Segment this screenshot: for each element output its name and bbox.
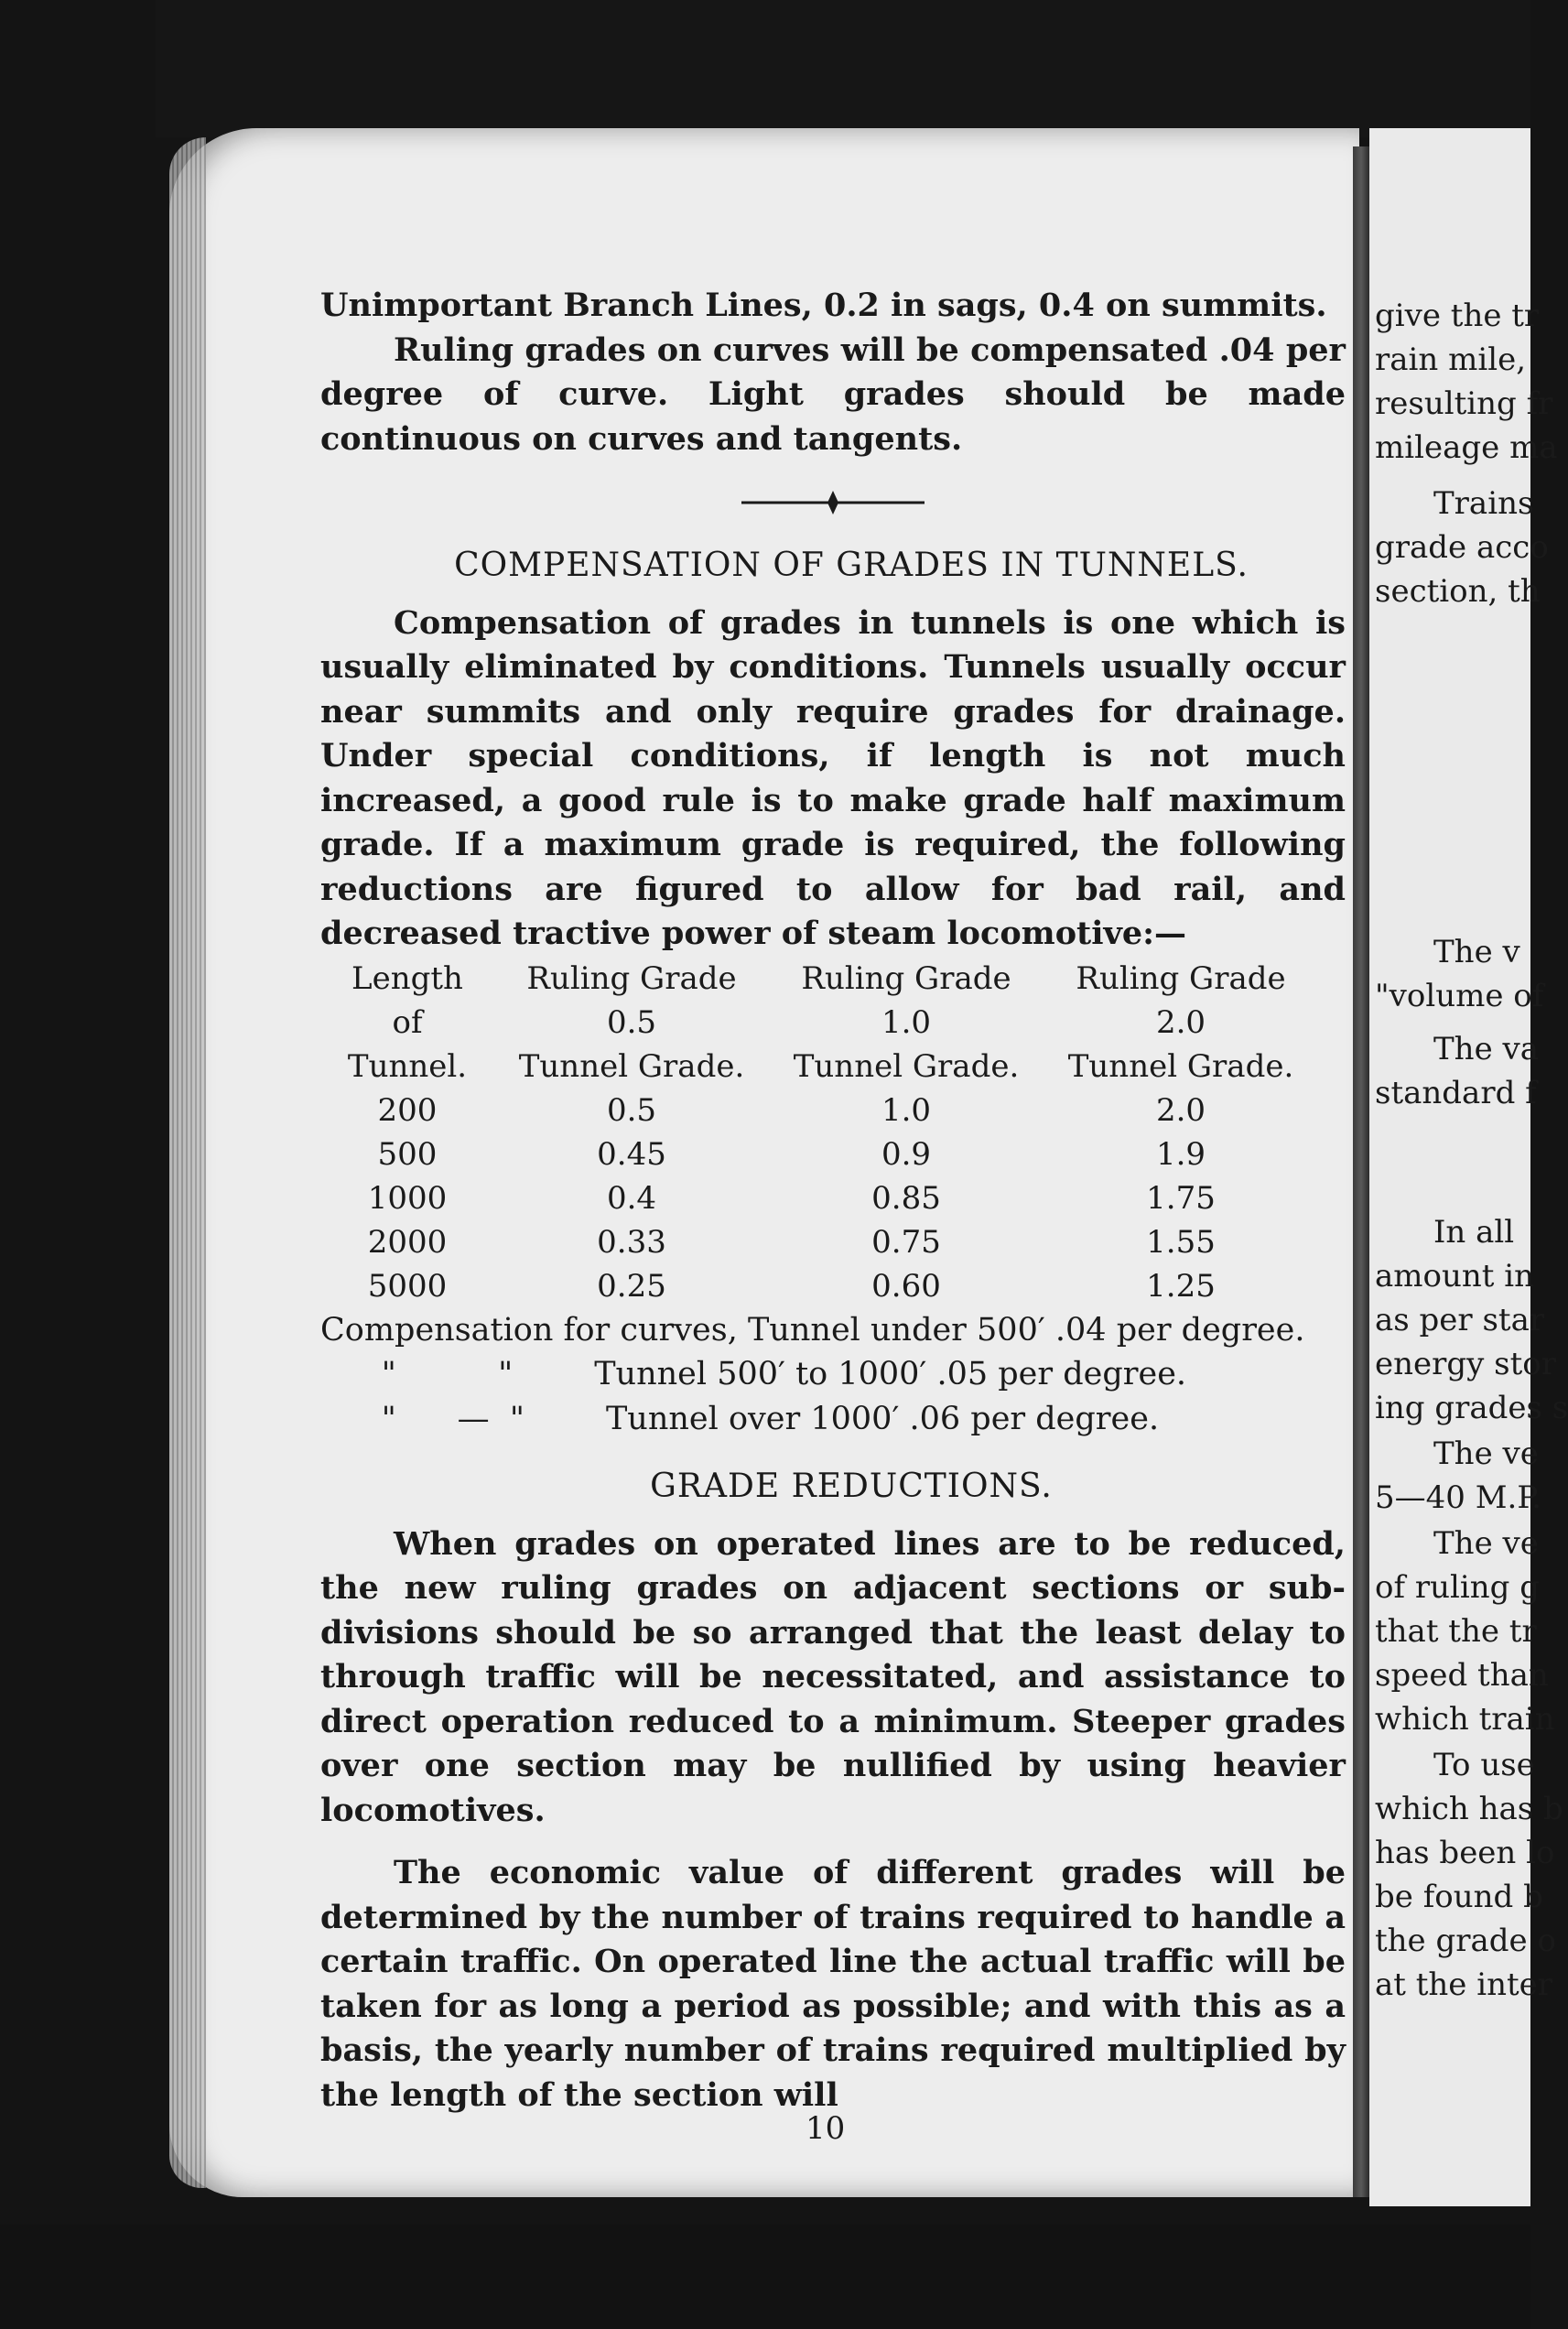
table-row (320, 1220, 1318, 1264)
table-row (320, 1176, 1318, 1220)
right-page-line: The v (1433, 934, 1520, 970)
right-page-line: rain mile, (1375, 341, 1527, 378)
tunnel-grade-table (320, 957, 1318, 1308)
table-cell: 0.33 (597, 1223, 666, 1261)
table-cell: 200 (377, 1091, 438, 1129)
table-cell: 500 (377, 1135, 438, 1173)
page-edges (169, 137, 206, 2188)
right-page-line: give the tr (1375, 298, 1540, 334)
scan-frame-left (0, 0, 156, 2329)
table-cell: 0.4 (606, 1179, 657, 1217)
right-page-line: The ve (1433, 1435, 1539, 1472)
right-page-line: the grade o (1375, 1923, 1556, 1959)
table-header-row (320, 1045, 1318, 1089)
right-page (1369, 128, 1568, 2206)
right-page-line: The ve (1433, 1525, 1539, 1562)
compensation-line: " " Tunnel 500′ to 1000′ .05 per degree. (320, 1356, 1187, 1392)
table-cell: 1.25 (1146, 1267, 1216, 1305)
table-row (320, 1089, 1318, 1132)
scan-frame-bottom (0, 2225, 1530, 2329)
table-cell: 5000 (367, 1267, 448, 1305)
heading-tunnels: COMPENSATION OF GRADES IN TUNNELS. (454, 547, 1249, 584)
table-row (320, 1132, 1318, 1176)
ornament-divider (320, 461, 1346, 544)
right-page-line: Trains (1433, 485, 1534, 522)
compensation-line: " — " Tunnel over 1000′ .06 per degree. (320, 1400, 1160, 1437)
right-page-line: as per star (1375, 1302, 1545, 1338)
left-page-text (320, 284, 1346, 2118)
right-page-line: amount in (1375, 1258, 1535, 1294)
table-cell: Ruling Grade (1076, 959, 1286, 997)
compensation-line: Compensation for curves, Tunnel under 500′ .04 per degree. (320, 1311, 1305, 1349)
table-cell: 1.0 (881, 1091, 932, 1129)
table-cell: Length (351, 959, 463, 997)
right-page-line: The va (1433, 1031, 1539, 1067)
right-page-line: To use (1433, 1747, 1535, 1783)
right-page-line: "volume of (1375, 978, 1544, 1014)
table-cell: Tunnel. (347, 1047, 468, 1085)
right-page-line: which train (1375, 1701, 1555, 1738)
right-page-line: which has b (1375, 1791, 1563, 1827)
table-cell: 2.0 (1155, 1091, 1206, 1129)
table-cell: 0.60 (871, 1267, 941, 1305)
table-cell: 0.5 (606, 1003, 657, 1041)
right-page-line: be found b (1375, 1879, 1543, 1915)
right-page-line: of ruling g (1375, 1569, 1540, 1606)
table-cell: Ruling Grade (526, 959, 737, 997)
right-page-line: grade acco (1375, 529, 1549, 566)
paragraph-tunnels: Compensation of grades in tunnels is one which is usually eliminated by conditions. Tunnels usually occur near summits and only require grades for drainage. Under special conditions, if length is not much increased, a good rule is to make grade half maximum grade. If a maximum grade is required, the following reductions are figured to allow for bad rail, and decreased tractive power of steam locomotive:— (320, 603, 1346, 952)
page-number: 10 (806, 2110, 846, 2147)
right-page-line: ing grades s (1375, 1390, 1568, 1426)
table-cell: 1.9 (1155, 1135, 1206, 1173)
heading-reductions: GRADE REDUCTIONS. (650, 1468, 1053, 1505)
right-page-line: energy stor (1375, 1346, 1557, 1382)
table-row (320, 1264, 1318, 1308)
table-cell: Tunnel Grade. (1067, 1047, 1294, 1085)
table-cell: 0.9 (881, 1135, 932, 1173)
right-page-line: resulting fr (1375, 385, 1553, 422)
table-cell: Tunnel Grade. (518, 1047, 745, 1085)
right-page-line: section, th (1375, 573, 1541, 610)
table-cell: 1.0 (881, 1003, 932, 1041)
scan-frame-top (0, 0, 1530, 137)
table-cell: 2000 (367, 1223, 448, 1261)
table-cell: Tunnel Grade. (793, 1047, 1020, 1085)
table-cell: 1.55 (1146, 1223, 1216, 1261)
right-page-line: at the inter (1375, 1966, 1553, 2003)
table-cell: 0.75 (871, 1223, 941, 1261)
right-page-line: standard f (1375, 1075, 1537, 1111)
paragraph-curves: Ruling grades on curves will be compensated .04 per degree of curve. Light grades should be made continuous on curves and tangents. (320, 330, 1346, 458)
table-header-row (320, 1001, 1318, 1045)
table-cell: 1.75 (1146, 1179, 1216, 1217)
paragraph-economic: The economic value of different grades will be determined by the number of trains required to handle a certain traffic. On operated line the actual traffic will be taken for as long a period as possible; and with this as a basis, the yearly number of trains required multiplied by the length of the section will (320, 1854, 1346, 2114)
right-page-line: speed than (1375, 1657, 1549, 1694)
table-cell: 1000 (367, 1179, 448, 1217)
table-cell: 0.5 (606, 1091, 657, 1129)
right-page-line: mileage ma (1375, 429, 1558, 466)
book-gutter (1353, 146, 1369, 2197)
table-header-row (320, 957, 1318, 1001)
table-cell: 0.25 (597, 1267, 666, 1305)
table-cell: of (392, 1003, 423, 1041)
opening-line: Unimportant Branch Lines, 0.2 in sags, 0.4 on summits. (320, 287, 1327, 324)
right-page-line: that the tr (1375, 1613, 1537, 1650)
right-page-line: 5—40 M.P. (1375, 1479, 1542, 1516)
paragraph-reductions: When grades on operated lines are to be reduced, the new ruling grades on adjacent sections or sub-divisions should be so arranged that the least delay to through traffic will be necessitated, and assistance to direct operation reduced to a minimum. Steeper grades over one section may be nullified by using heavier locomotives. (320, 1524, 1346, 1829)
table-cell: 0.45 (597, 1135, 666, 1173)
right-page-line: has been lo (1375, 1835, 1555, 1871)
table-cell: 0.85 (871, 1179, 941, 1217)
table-cell: Ruling Grade (801, 959, 1011, 997)
right-page-line: In all (1433, 1214, 1515, 1251)
table-cell: 2.0 (1155, 1003, 1206, 1041)
